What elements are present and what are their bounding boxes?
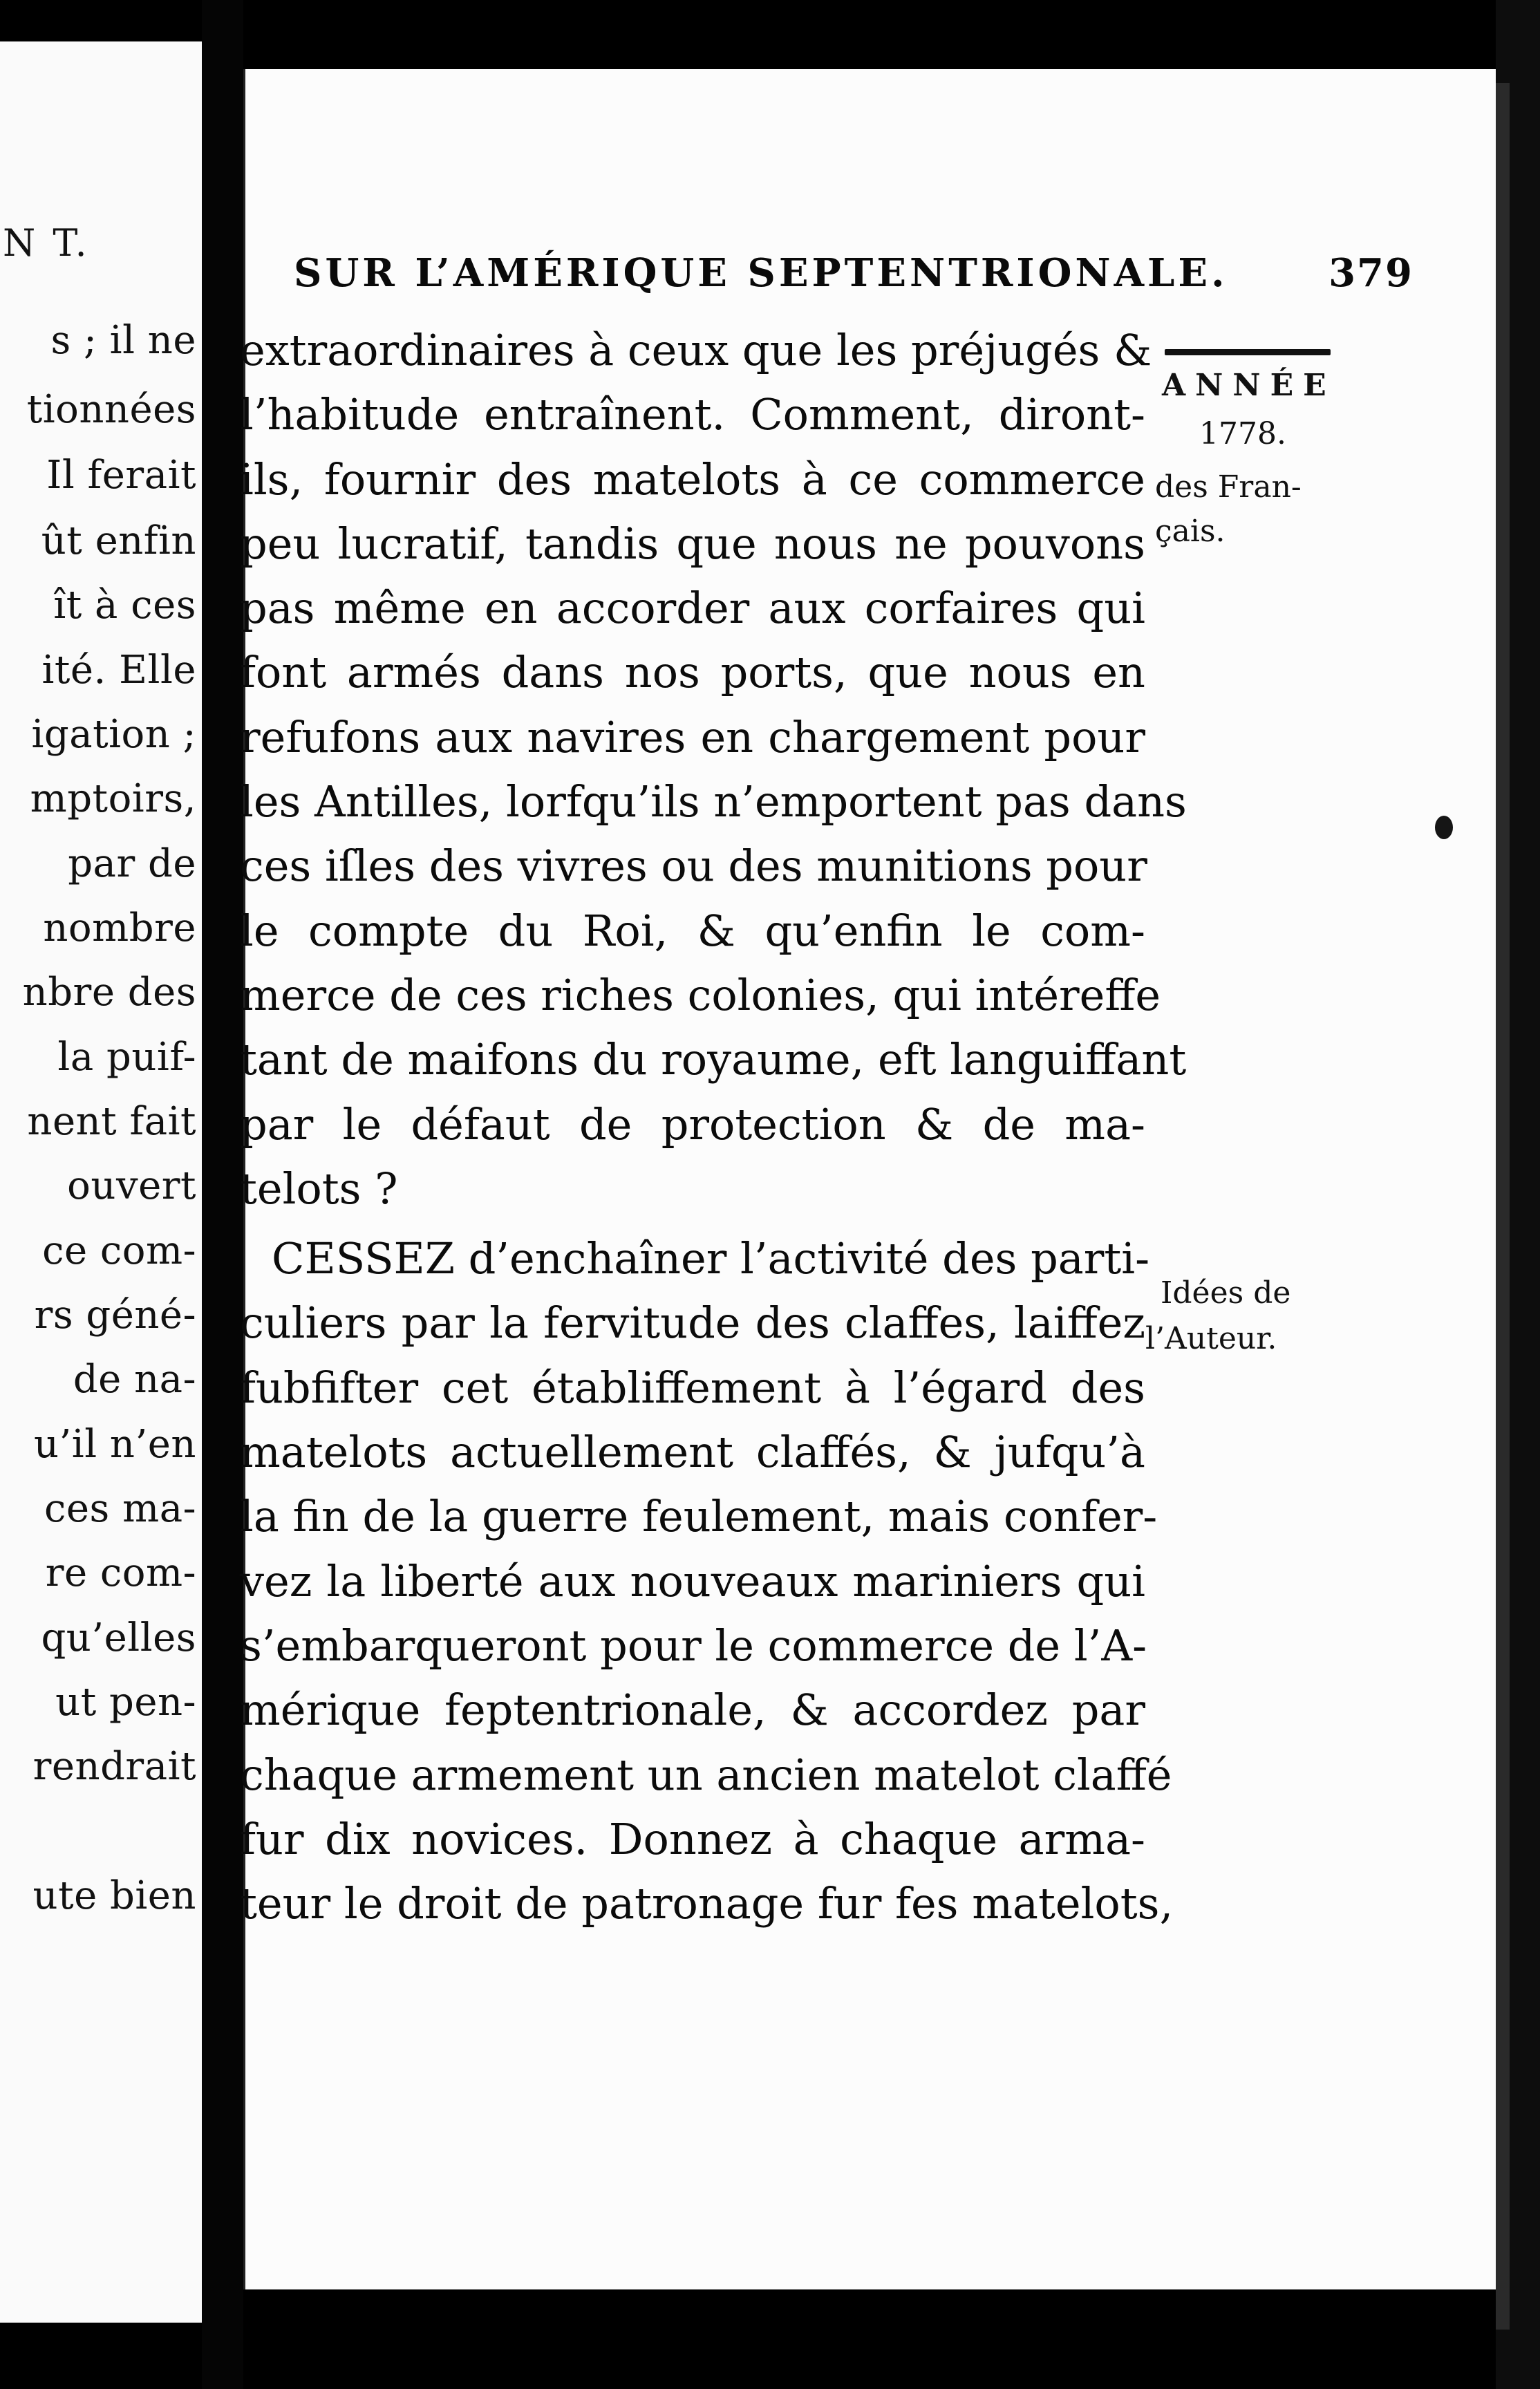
left-page-line: rendrait xyxy=(32,1744,196,1789)
text-line: teur le droit de patronage fur fes matelots, xyxy=(240,1878,1174,1929)
left-page-line: mptoirs, xyxy=(30,776,196,821)
left-page-line: de na- xyxy=(73,1357,196,1402)
left-page-line: re com- xyxy=(45,1550,196,1595)
left-page-line: rs géné- xyxy=(34,1293,196,1338)
left-page-line: ut pen- xyxy=(55,1680,196,1725)
margin-rule xyxy=(1165,349,1331,355)
left-page-line: ces ma- xyxy=(44,1486,196,1531)
left-page-line: nombre xyxy=(43,906,196,950)
marginal-note-nation-line2: çais. xyxy=(1155,514,1226,549)
text-line: s’embarqueront pour le commerce de l’A- xyxy=(240,1620,1147,1671)
text-line: l’habitude entraînent. Comment, diront- xyxy=(240,389,1145,440)
left-page-line: nent fait xyxy=(27,1099,196,1144)
body-text xyxy=(240,318,1187,1936)
running-head xyxy=(294,250,1414,296)
left-page-line: tionnées xyxy=(26,387,196,432)
text-line: vez la liberté aux nouveaux mariniers qui xyxy=(240,1555,1145,1606)
left-page-line: u’il n’en xyxy=(33,1422,196,1467)
text-line: telots ? xyxy=(240,1163,398,1214)
text-line: fur dix novices. Donnez à chaque arma- xyxy=(240,1813,1145,1864)
left-page-header-fragment: N T. xyxy=(3,221,90,265)
text-line: le compte du Roi, & qu’enfin le com- xyxy=(240,905,1145,956)
marginal-note-nation-line1: des Fran- xyxy=(1155,469,1302,505)
book-gutter xyxy=(202,0,243,2389)
left-page-line: igation ; xyxy=(31,712,196,757)
marginal-year-label: ANNÉE xyxy=(1162,368,1336,403)
left-page-line: ce com- xyxy=(42,1228,196,1273)
text-line: matelots actuellement claffés, & jufqu’à xyxy=(240,1427,1145,1478)
left-page-line: s ; il ne xyxy=(50,318,196,363)
text-line: mérique feptentrionale, & accordez par xyxy=(240,1685,1145,1736)
ink-stain xyxy=(1435,816,1453,839)
text-line: CESSEZ d’enchaîner l’activité des parti- xyxy=(272,1233,1150,1284)
left-page-line: Il ferait xyxy=(46,453,196,498)
text-line: culiers par la fervitude des claffes, laiffez xyxy=(240,1297,1145,1349)
text-line: extraordinaires à ceux que les préjugés & xyxy=(240,325,1152,375)
marginal-year-value: 1778. xyxy=(1199,416,1286,451)
running-head-title: SUR L’AMÉRIQUE SEPTENTRIONALE. xyxy=(294,250,1228,296)
right-edge-strip xyxy=(1496,83,1510,2330)
text-line: peu lucratif, tandis que nous ne pouvons xyxy=(240,518,1145,569)
text-line: pas même en accorder aux corfaires qui xyxy=(240,583,1145,634)
left-page-line: ouvert xyxy=(67,1163,196,1208)
left-page-line: ute bien xyxy=(32,1873,196,1918)
left-page-line: qu’elles xyxy=(41,1615,196,1660)
marginal-note-author-line1: Idées de xyxy=(1161,1275,1291,1311)
left-page-line: par de xyxy=(68,841,196,886)
left-page-line: la puif- xyxy=(57,1035,196,1080)
text-line: refufons aux navires en chargement pour xyxy=(240,711,1145,762)
marginal-note-author-line2: l’Auteur. xyxy=(1145,1321,1277,1356)
text-line: chaque armement un ancien matelot claffé xyxy=(240,1749,1172,1800)
text-line: merce de ces riches colonies, qui intéreffe xyxy=(240,969,1161,1020)
left-page-line: ité. Elle xyxy=(41,648,196,693)
text-line: la fin de la guerre feulement, mais confer- xyxy=(240,1491,1158,1542)
text-line: ils, fournir des matelots à ce commerce xyxy=(240,453,1145,505)
text-line: les Antilles, lorfqu’ils n’emportent pas dans xyxy=(240,776,1187,827)
left-page-line: ût enfin xyxy=(41,518,196,563)
text-line: tant de maifons du royaume, eft languiffant xyxy=(240,1034,1187,1085)
text-line: fubfifter cet établiffement à l’égard des xyxy=(240,1362,1145,1413)
left-page-line: nbre des xyxy=(22,970,196,1015)
text-line: ces iſles des vivres ou des munitions pour xyxy=(240,841,1147,892)
text-line: font armés dans nos ports, que nous en xyxy=(240,647,1145,698)
text-line: par le défaut de protection & de ma- xyxy=(240,1098,1145,1150)
left-facing-page xyxy=(0,41,202,2323)
left-page-line: ît à ces xyxy=(53,583,196,628)
book-page xyxy=(240,69,1498,2289)
right-page-edge xyxy=(1496,0,1540,2389)
page-number: 379 xyxy=(1328,250,1414,296)
